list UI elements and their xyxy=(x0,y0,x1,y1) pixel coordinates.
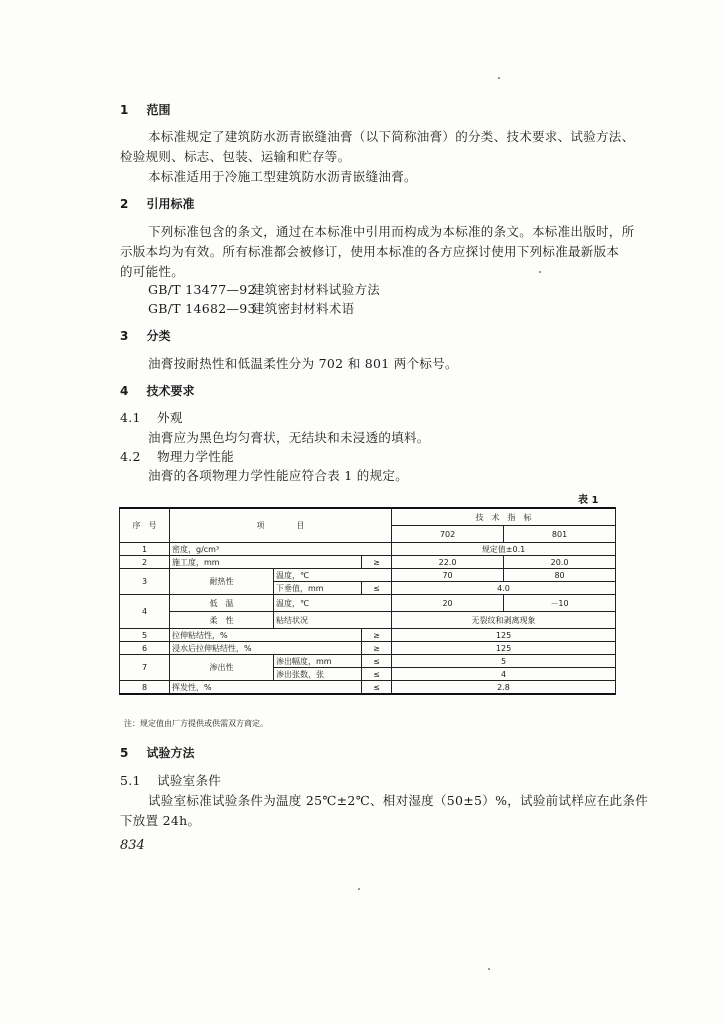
section-number: 1 xyxy=(120,103,129,117)
paragraph-line: 示版本均为有效。所有标准都会被修订，使用本标准的各方应探讨使用下列标准最新版本 xyxy=(120,244,620,259)
row-item: 拉伸粘结性，% xyxy=(170,629,362,642)
scan-speck xyxy=(498,77,500,79)
section-title: 技术要求 xyxy=(146,384,195,398)
row-number: 4 xyxy=(120,595,170,629)
subsection-number: 4.2 xyxy=(120,449,141,464)
row-value: 125 xyxy=(392,642,616,655)
section-heading-5 xyxy=(120,744,195,761)
page-number: 834 xyxy=(120,838,145,853)
row-number: 7 xyxy=(120,655,170,681)
row-item: 低 温 xyxy=(170,595,274,612)
row-value: 5 xyxy=(392,655,616,668)
row-operator: ≥ xyxy=(362,556,392,569)
table-header-row xyxy=(120,508,616,526)
paragraph-line: 油膏按耐热性和低温柔性分为 702 和 801 两个标号。 xyxy=(148,356,458,371)
table-note: 注：规定值由厂方提供或供需双方商定。 xyxy=(124,719,268,728)
row-item: 柔 性 xyxy=(170,612,274,629)
scan-speck xyxy=(539,271,541,273)
row-subitem: 渗出幅度，mm xyxy=(274,655,362,668)
paragraph-line: 检验规则、标志、包装、运输和贮存等。 xyxy=(120,149,351,164)
row-value-801: 20.0 xyxy=(504,556,616,569)
table-row xyxy=(120,556,616,569)
row-value-702: 70 xyxy=(392,569,504,582)
section-heading-2 xyxy=(120,195,195,212)
row-operator: ≥ xyxy=(362,629,392,642)
reference-name: 建筑密封材料术语 xyxy=(252,301,355,316)
row-subitem: 渗出张数，张 xyxy=(274,668,362,681)
header-item: 项 目 xyxy=(170,508,392,543)
scan-speck xyxy=(488,968,490,970)
row-number: 8 xyxy=(120,681,170,695)
row-value: 4.0 xyxy=(392,582,616,595)
row-value-801: －10 xyxy=(504,595,616,612)
table-row xyxy=(120,543,616,556)
row-item: 耐热性 xyxy=(170,569,274,595)
reference-code: GB/T 14682—93 xyxy=(148,301,256,316)
header-801: 801 xyxy=(504,526,616,543)
section-title: 试验方法 xyxy=(146,746,195,760)
row-item: 挥发性，% xyxy=(170,681,362,695)
row-operator: ≤ xyxy=(362,681,392,695)
row-operator: ≤ xyxy=(362,582,392,595)
row-operator: ≤ xyxy=(362,655,392,668)
row-subitem: 粘结状况 xyxy=(274,612,392,629)
paragraph-line: 下放置 24h。 xyxy=(120,813,201,828)
subsection-number: 4.1 xyxy=(120,410,141,425)
paragraph-line: 本标准规定了建筑防水沥青嵌缝油膏（以下简称油膏）的分类、技术要求、试验方法、 xyxy=(148,129,635,144)
row-value-801: 80 xyxy=(504,569,616,582)
row-subitem: 温度，℃ xyxy=(274,595,392,612)
row-operator: ≤ xyxy=(362,668,392,681)
row-number: 2 xyxy=(120,556,170,569)
row-number: 3 xyxy=(120,569,170,595)
reference-item xyxy=(148,280,380,298)
table-row xyxy=(120,629,616,642)
table-row xyxy=(120,569,616,582)
row-value-702: 22.0 xyxy=(392,556,504,569)
paragraph-line: 的可能性。 xyxy=(120,264,185,279)
paragraph-line: 下列标准包含的条文，通过在本标准中引用而构成为本标准的条文。本标准出版时，所 xyxy=(148,224,635,239)
scan-speck xyxy=(358,888,360,890)
table-row xyxy=(120,642,616,655)
section-heading-3 xyxy=(120,327,171,344)
table-row xyxy=(120,655,616,668)
row-value: 2.8 xyxy=(392,681,616,695)
spec-table xyxy=(119,507,616,695)
paragraph-line: 油膏应为黑色均匀膏状，无结块和未浸透的填料。 xyxy=(148,430,430,445)
header-702: 702 xyxy=(392,526,504,543)
section-heading-1 xyxy=(120,101,171,118)
paragraph-line: 本标准适用于冷施工型建筑防水沥青嵌缝油膏。 xyxy=(148,169,417,184)
header-index: 技 术 指 标 xyxy=(392,508,616,526)
subsection-title: 试验室条件 xyxy=(157,773,222,788)
row-value-702: 20 xyxy=(392,595,504,612)
row-item: 渗出性 xyxy=(170,655,274,681)
table-row xyxy=(120,612,616,629)
table-caption: 表 1 xyxy=(578,495,599,506)
subsection-heading-5-1 xyxy=(120,771,221,789)
row-value: 规定值±0.1 xyxy=(392,543,616,556)
section-number: 4 xyxy=(120,384,129,398)
row-value: 4 xyxy=(392,668,616,681)
row-value: 无裂纹和剥离现象 xyxy=(392,612,616,629)
section-title: 范围 xyxy=(146,103,171,117)
section-title: 引用标准 xyxy=(146,197,195,211)
subsection-title: 物理力学性能 xyxy=(157,449,234,464)
table-row xyxy=(120,681,616,695)
section-title: 分类 xyxy=(146,329,171,343)
row-item: 施工度，mm xyxy=(170,556,362,569)
section-heading-4 xyxy=(120,382,195,399)
row-item: 浸水后拉伸粘结性，% xyxy=(170,642,362,655)
row-subitem: 下垂值，mm xyxy=(274,582,362,595)
reference-name: 建筑密封材料试验方法 xyxy=(252,282,381,297)
row-item: 密度，g/cm³ xyxy=(170,543,392,556)
header-seq: 序 号 xyxy=(120,508,170,543)
row-number: 6 xyxy=(120,642,170,655)
section-number: 5 xyxy=(120,746,129,760)
row-subitem: 温度，℃ xyxy=(274,569,392,582)
row-number: 5 xyxy=(120,629,170,642)
row-operator: ≥ xyxy=(362,642,392,655)
reference-code: GB/T 13477—92 xyxy=(148,282,256,297)
row-value: 125 xyxy=(392,629,616,642)
section-number: 2 xyxy=(120,197,129,211)
subsection-heading-4-1 xyxy=(120,408,183,426)
paragraph-line: 试验室标准试验条件为温度 25℃±2℃、相对湿度（50±5）%，试验前试样应在此条件 xyxy=(148,793,649,808)
reference-item xyxy=(148,299,354,317)
row-number: 1 xyxy=(120,543,170,556)
section-number: 3 xyxy=(120,329,129,343)
paragraph-line: 油膏的各项物理力学性能应符合表 1 的规定。 xyxy=(148,468,409,483)
subsection-number: 5.1 xyxy=(120,773,141,788)
subsection-heading-4-2 xyxy=(120,447,234,465)
subsection-title: 外观 xyxy=(157,410,183,425)
table-row xyxy=(120,595,616,612)
